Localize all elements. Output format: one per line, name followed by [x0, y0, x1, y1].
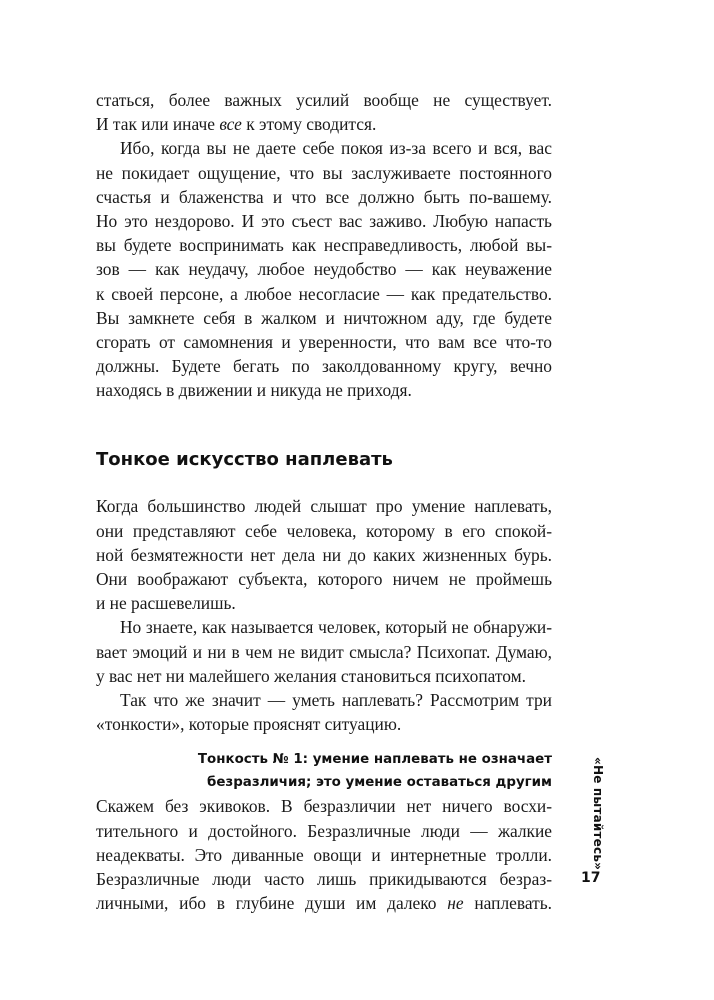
paragraph	[96, 136, 552, 402]
text-line	[96, 112, 552, 136]
text-line: у вас нет ни малейшего желания становиться психопатом.	[96, 665, 527, 686]
text-line: Скажем без экивоков. В безразличии нет ничего восхи-	[96, 796, 552, 817]
text-span: И так или иначе	[96, 114, 220, 135]
text-line: они представляют себе человека, которому в его спокой-	[96, 520, 552, 541]
text-line: вы будете воспринимать как несправедливость, любой вы-	[96, 235, 552, 256]
text-line: «тонкости», которые прояснят ситуацию.	[96, 714, 402, 735]
text-line: статься, более важных усилий вообще не существует.	[96, 90, 552, 110]
text-line: и не расшевелишь.	[96, 593, 236, 614]
text-line: ной безмятежности нет дела ни до каких жизненных бурь.	[96, 544, 552, 565]
text-line: вает эмоций и ни в чем не видит смысла? Психопат. Думаю,	[96, 641, 552, 662]
text-line: счастья и блаженства и что все должно быть по-вашему.	[96, 186, 552, 207]
text-line	[96, 891, 552, 915]
text-line: Ибо, когда вы не даете себе покоя из-за всего и вся, вас	[120, 138, 552, 159]
text-line: Но это нездорово. И это съест вас заживо. Любую напасть	[96, 210, 552, 231]
book-page	[96, 88, 552, 915]
text-span: личными, ибо в глубине души им далеко	[96, 893, 448, 914]
text-line: зов — как неудачу, любое неудобство — как неуважение	[96, 259, 552, 280]
emphasis-word: все	[219, 114, 242, 135]
text-line: сгорать от самомнения и уверенности, что вам все что-то	[96, 331, 552, 352]
text-line: неадекваты. Это диванные овощи и интернетные тролли.	[96, 844, 552, 865]
text-line: Когда большинство людей слышат про умение наплевать,	[96, 496, 552, 517]
text-line: Но знаете, как называется человек, который не обнаружи-	[120, 617, 552, 638]
text-line: Они воображают субъекта, которого ничем не проймешь	[96, 569, 552, 589]
text-line: Безразличные люди часто лишь прикидываются безраз-	[96, 868, 552, 889]
text-line: не покидает ощущение, что вы заслуживаете постоянного	[96, 162, 552, 183]
page-number: 17	[581, 870, 601, 886]
subheading-line: Тонкость № 1: умение наплевать не означает	[197, 752, 552, 768]
text-line: Вы замкнете себя в жалком и ничтожном аду, где будете	[96, 307, 552, 328]
text-line: к своей персоне, а любое несогласие — как предательство.	[96, 283, 552, 304]
paragraph	[96, 688, 552, 736]
running-head: «Не пытайтесь»	[591, 757, 605, 871]
paragraph	[96, 88, 552, 136]
section-title: Тонкое искусство наплевать	[96, 449, 393, 471]
subheading-line: безразличия; это умение оставаться другим	[206, 775, 552, 791]
text-line: должны. Будете бегать по заколдованному кругу, вечно	[96, 356, 552, 377]
text-line: Так что же значит — уметь наплевать? Рассмотрим три	[120, 689, 552, 710]
emphasis-word: не	[447, 893, 464, 914]
paragraph	[96, 494, 552, 615]
text-span: к этому сводится.	[241, 114, 377, 135]
paragraph	[96, 615, 552, 688]
paragraph	[96, 794, 552, 915]
subheading	[96, 748, 552, 794]
text-line: тительного и достойного. Безразличные люди — жалкие	[96, 820, 552, 841]
text-line: находясь в движении и никуда не приходя.	[96, 380, 412, 401]
text-span: наплевать.	[463, 893, 552, 914]
